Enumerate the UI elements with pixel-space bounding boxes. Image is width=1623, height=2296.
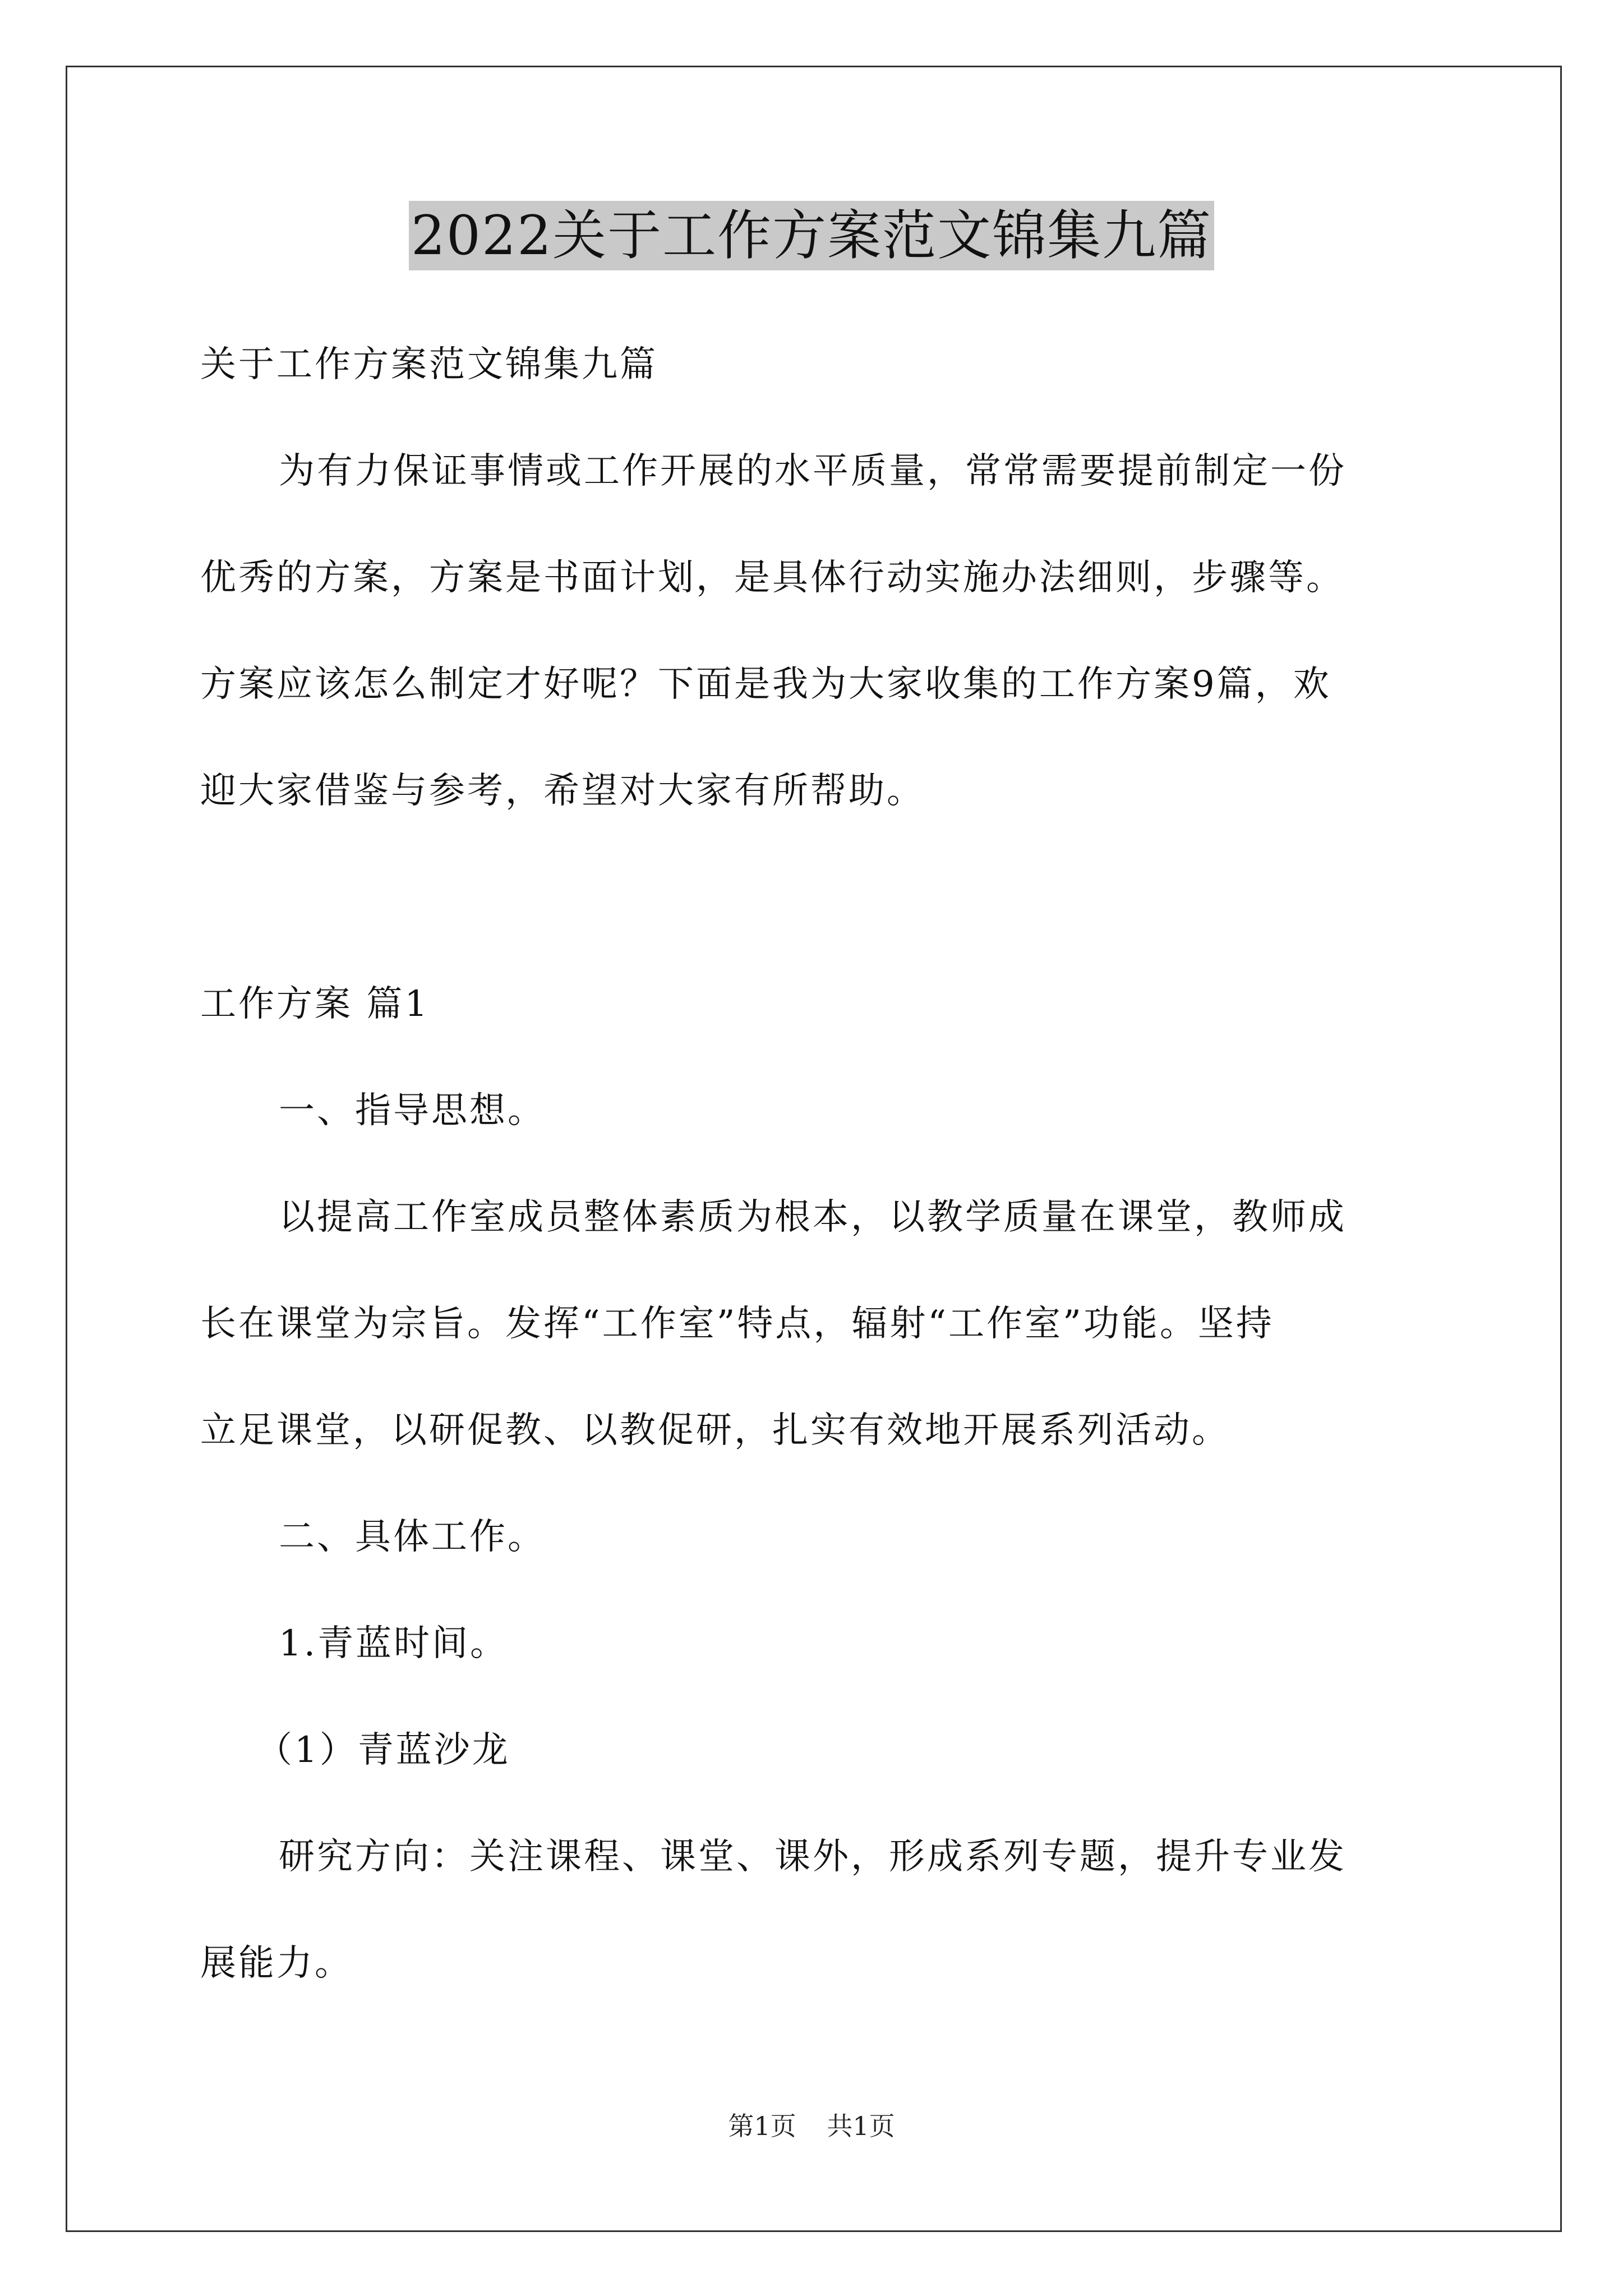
guiding-line-1: 以提高工作室成员整体素质为根本，以教学质量在课堂，教师成 xyxy=(279,1197,1347,1238)
page-footer xyxy=(0,2109,1623,2143)
intro-line-4: 迎大家借鉴与参考，希望对大家有所帮助。 xyxy=(200,770,925,812)
guiding-heading: 一、指导思想。 xyxy=(279,1090,546,1131)
research-line-1: 研究方向：关注课程、课堂、课外，形成系列专题，提升专业发 xyxy=(279,1836,1347,1878)
section-spacer xyxy=(200,844,1434,951)
item-1-1-heading: （1）青蓝沙龙 xyxy=(256,1729,510,1771)
intro-line-3: 方案应该怎么制定才好呢？下面是我为大家收集的工作方案9篇，欢 xyxy=(200,664,1331,705)
work-heading: 二、具体工作。 xyxy=(279,1516,546,1558)
document-body xyxy=(200,311,1434,2017)
guiding-line-2: 长在课堂为宗旨。发挥“工作室”特点，辐射“工作室”功能。坚持 xyxy=(200,1303,1274,1345)
guiding-line-3: 立足课堂，以研促教、以教促研，扎实有效地开展系列活动。 xyxy=(200,1410,1230,1451)
intro-line-1: 为有力保证事情或工作开展的水平质量，常常需要提前制定一份 xyxy=(279,450,1347,492)
item-1-heading: 1.青蓝时间。 xyxy=(279,1623,509,1664)
document-title-text: 2022关于工作方案范文锦集九篇 xyxy=(409,201,1214,270)
document-title xyxy=(0,196,1623,275)
section-heading: 工作方案 篇1 xyxy=(200,983,430,1025)
document-subtitle: 关于工作方案范文锦集九篇 xyxy=(200,344,658,385)
intro-line-2: 优秀的方案，方案是书面计划，是具体行动实施办法细则，步骤等。 xyxy=(200,557,1344,599)
page-number-total: 共1页 xyxy=(827,2111,895,2141)
research-line-2: 展能力。 xyxy=(200,1943,353,1984)
page-number-current: 第1页 xyxy=(728,2111,796,2141)
